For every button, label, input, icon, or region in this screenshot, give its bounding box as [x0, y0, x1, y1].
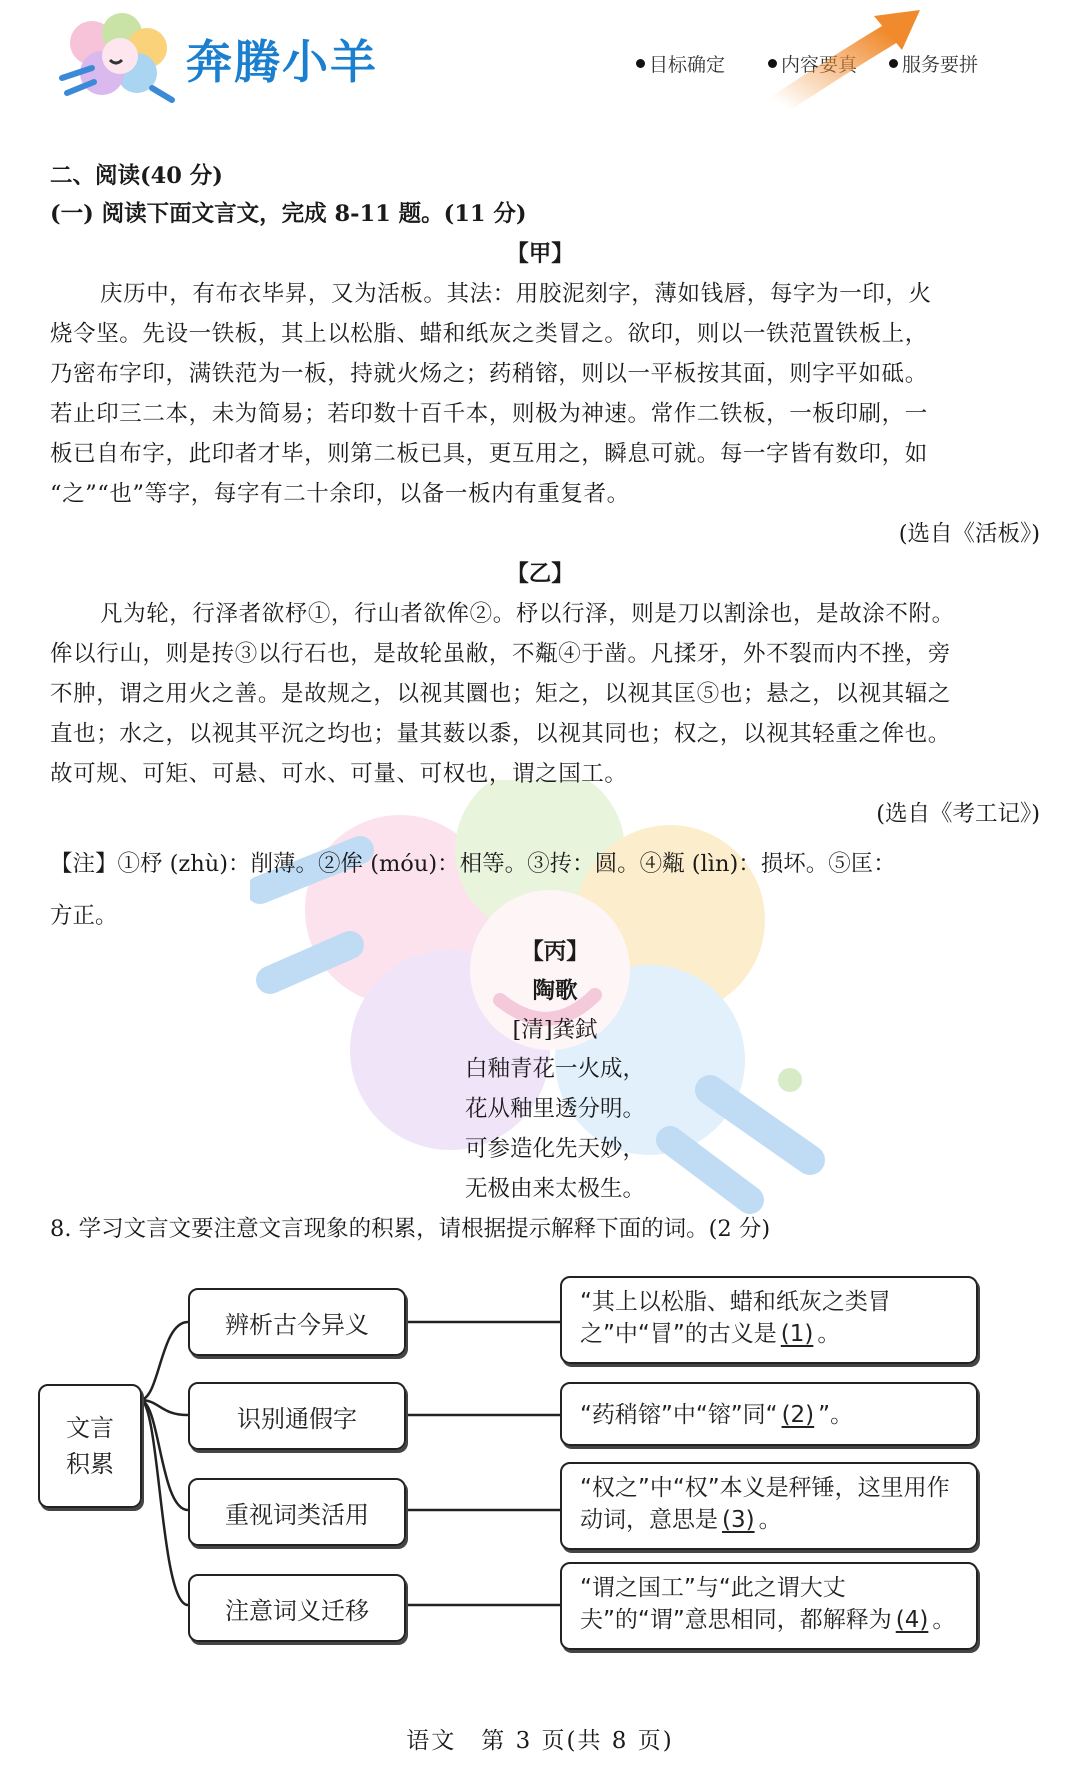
yi-note-line-2: 方正。: [50, 903, 118, 929]
poem-title: 陶歌: [532, 978, 578, 1004]
yi-note-line-1: 【注】①杼 (zhù)：削薄。②侔 (móu)：相等。③抟：圆。④甐 (lìn)：损坏。⑤匡：: [50, 851, 896, 877]
branch-box-2: 识别通假字: [188, 1382, 406, 1450]
yi-line-5: 故可规、可矩、可悬、可水、可量、可权也，谓之国工。: [50, 761, 628, 787]
poem-author: [清]龚鉽: [512, 1017, 598, 1043]
prompt-4-end: 。: [932, 1607, 956, 1633]
diagram-root-line-1: 文言: [66, 1414, 114, 1442]
jia-line-3: 乃密布字印，满铁范为一板，持就火炀之；药稍镕，则以一平板按其面，则字平如砥。: [50, 361, 928, 387]
prompt-box-3: [560, 1462, 978, 1550]
brand-name: 奔腾小羊: [186, 35, 378, 89]
branch-box-1: 辨析古今异义: [188, 1288, 406, 1356]
prompt-box-2: [560, 1382, 978, 1446]
prompt-box-1: [560, 1276, 978, 1364]
yi-line-3: 不肿，谓之用火之善。是故规之，以视其圜也；矩之，以视其匡⑤也；悬之，以视其辐之: [50, 681, 951, 707]
question-8: 8. 学习文言文要注意文言现象的积累，请根据提示解释下面的词。(2 分): [50, 1216, 771, 1242]
diagram-root-line-2: 积累: [66, 1450, 114, 1478]
branch-box-4: 注意词义迁移: [188, 1574, 406, 1642]
branch-box-3: 重视词类活用: [188, 1478, 406, 1546]
section-title: 二、阅读(40 分): [50, 163, 223, 189]
prompt-3-text: “权之”中“权”本义是秤锤，这里用作动词，意思是: [580, 1475, 950, 1533]
prompt-4-text: “谓之国工”与“此之谓大丈夫”的“谓”意思相同，都解释为: [580, 1575, 892, 1633]
jia-line-4: 若止印三二本，未为简易；若印数十百千本，则极为神速。常作二铁板，一板印刷，一: [50, 401, 928, 427]
poem-line-3: 可参造化先天妙，: [464, 1136, 645, 1162]
diagram-root-box: [38, 1384, 142, 1508]
bing-heading: 【丙】: [521, 939, 589, 965]
motto-1: 目标确定: [636, 50, 725, 77]
poem-line-4: 无极由来太极生。: [464, 1176, 645, 1202]
page-footer: 语文 第 3 页(共 8 页): [406, 1728, 674, 1754]
yi-source: (选自《考工记》): [876, 801, 1040, 827]
blank-2[interactable]: (2): [781, 1402, 815, 1428]
prompt-2-text: “药稍镕”中“镕”同“: [580, 1402, 778, 1428]
subsection-title: (一) 阅读下面文言文，完成 8-11 题。(11 分): [50, 201, 527, 227]
jia-line-1: 庆历中，有布衣毕昇，又为活板。其法：用胶泥刻字，薄如钱唇，每字为一印，火: [100, 281, 932, 307]
jia-line-2: 烧令坚。先设一铁板，其上以松脂、蜡和纸灰之类冒之。欲印，则以一铁范置铁板上，: [50, 321, 928, 347]
yi-line-1: 凡为轮，行泽者欲杼①，行山者欲侔②。杼以行泽，则是刀以割涂也，是故涂不附。: [100, 601, 955, 627]
orange-arrow-icon: [770, 4, 940, 114]
jia-line-5: 板已自布字，此印者才毕，则第二板已具，更互用之，瞬息可就。每一字皆有数印，如: [50, 441, 928, 467]
blank-3[interactable]: (3): [722, 1507, 755, 1533]
prompt-3-end: 。: [758, 1507, 782, 1533]
prompt-1-text: “其上以松脂、蜡和纸灰之类冒之”中“冒”的古义是: [580, 1289, 891, 1347]
yi-heading: 【乙】: [506, 561, 574, 587]
poem-line-1: 白釉青花一火成，: [464, 1056, 645, 1082]
motto-2: 内容要真: [768, 50, 857, 77]
sheep-logo-icon: [52, 8, 182, 108]
motto-3: 服务要拼: [889, 50, 978, 77]
blank-4[interactable]: (4): [895, 1607, 929, 1633]
page-header: [0, 0, 1080, 130]
poem-line-2: 花从釉里透分明。: [464, 1096, 645, 1122]
prompt-box-4: [560, 1562, 978, 1650]
jia-line-6: “之”“也”等字，每字有二十余印，以备一板内有重复者。: [50, 481, 630, 507]
blank-1[interactable]: (1): [780, 1321, 814, 1347]
prompt-2-end: ”。: [818, 1402, 854, 1428]
yi-line-2: 侔以行山，则是抟③以行石也，是故轮虽敝，不甐④于凿。凡揉牙，外不裂而内不挫，旁: [50, 641, 951, 667]
prompt-1-end: 。: [817, 1321, 841, 1347]
yi-line-4: 直也；水之，以视其平沉之均也；量其薮以黍，以视其同也；权之，以视其轻重之侔也。: [50, 721, 951, 747]
jia-heading: 【甲】: [506, 241, 574, 267]
jia-source: (选自《活板》): [898, 521, 1040, 547]
